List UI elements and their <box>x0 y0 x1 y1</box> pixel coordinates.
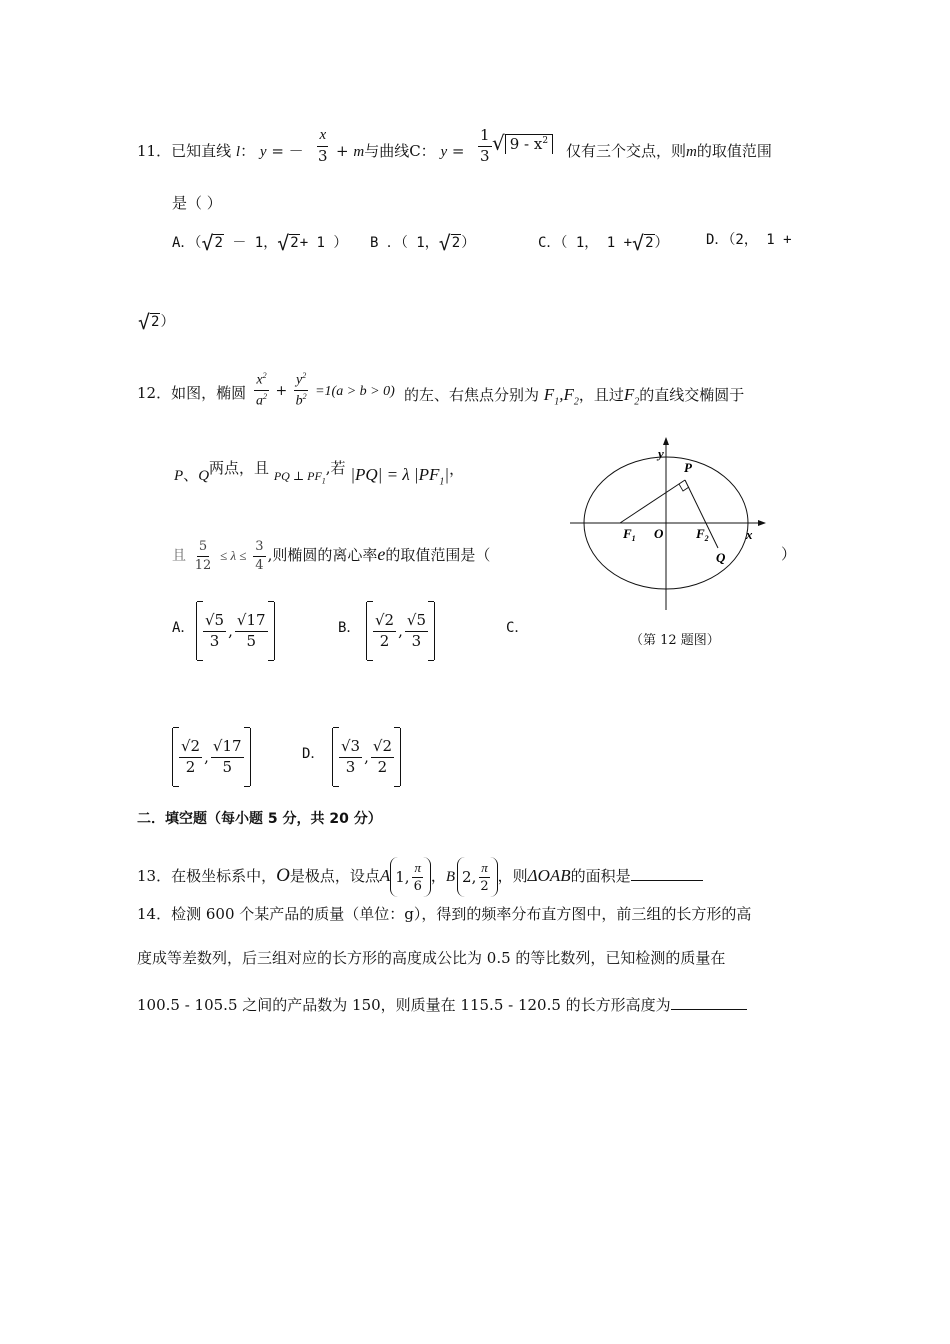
triangle-oab: ΔOAB <box>527 866 571 885</box>
radicand: 2 <box>151 314 160 330</box>
q11-text: 仅有三个交点，则 <box>566 142 687 160</box>
q12-line-1b <box>404 386 744 407</box>
frac-den: 3 <box>480 146 490 165</box>
option-label: D．（2， 1 + <box>706 232 792 248</box>
subscript: 1 <box>439 476 445 488</box>
var-y: y <box>440 144 448 160</box>
focus-letter: F <box>696 526 705 541</box>
q12-text: ,则椭圆的离心率 <box>267 546 378 565</box>
option-text: － 1， <box>232 235 278 251</box>
var-O: O <box>276 865 290 886</box>
sqrt-icon: √ <box>138 310 151 334</box>
q11-option-b[interactable] <box>370 233 475 253</box>
subscript: 2 <box>573 396 579 408</box>
q13-number: 13． <box>137 867 172 885</box>
frac-den: 5 <box>222 757 232 776</box>
subscript: 1 <box>554 396 560 408</box>
frac-num: √5 <box>405 613 428 632</box>
q11-text: 已知直线 <box>171 142 232 160</box>
var-m: m <box>353 144 365 160</box>
comma: , <box>398 621 403 640</box>
q11-line-2: 是（ ） <box>172 194 222 212</box>
frac-num: √3 <box>339 739 362 758</box>
radicand: 9 - x <box>509 135 543 153</box>
comma: , <box>204 747 209 766</box>
frac-num: √17 <box>235 613 268 632</box>
q11-frac-x3 <box>314 128 332 165</box>
radicand: 2 <box>645 235 654 251</box>
q12-option-a-label[interactable]: A． <box>172 620 195 636</box>
frac-num: √2 <box>371 739 394 758</box>
comma: , <box>559 385 564 404</box>
exponent: 2 <box>302 371 307 380</box>
segment-f1-p <box>620 480 685 523</box>
q12-text: 的左、右焦点分别为 <box>404 386 540 404</box>
frac-num: √5 <box>203 613 226 632</box>
option-label: C．（ 1， 1 + <box>538 235 633 251</box>
var-x: x <box>256 372 263 388</box>
var-l: l <box>235 144 241 160</box>
exponent: 2 <box>542 136 549 146</box>
q12-text: ,若 <box>325 459 346 477</box>
q12-option-c[interactable] <box>172 728 251 786</box>
q12-option-b[interactable] <box>366 602 435 660</box>
q11-option-d[interactable] <box>706 233 792 247</box>
frac-num: √2 <box>373 613 396 632</box>
frac-den: 2 <box>480 878 489 894</box>
q12-option-d-label[interactable]: D． <box>302 746 325 762</box>
answer-blank[interactable] <box>631 866 703 881</box>
equation-rest: =1(a > b > 0) <box>315 383 395 399</box>
subscript: 1 <box>321 476 326 486</box>
q13-text: 的面积是 <box>570 867 631 885</box>
var-y: y <box>259 144 267 160</box>
sqrt-icon: √ <box>492 131 505 155</box>
q12-line-2 <box>174 459 465 488</box>
focus-sub: 2 <box>704 534 709 543</box>
comma: ， <box>430 867 446 885</box>
colon: ： <box>240 142 256 160</box>
minus: － <box>288 142 304 160</box>
q13-text: 是极点，设点 <box>289 867 380 885</box>
q12-close-paren: ） <box>781 545 797 563</box>
frac-num: 3 <box>253 540 265 557</box>
var-P: P <box>174 468 184 484</box>
focus-f1-label <box>622 526 636 543</box>
var-F: F <box>563 385 574 404</box>
q12-option-d[interactable] <box>332 728 401 786</box>
equals: = <box>451 142 465 160</box>
exponent: 2 <box>302 392 307 402</box>
plus: + <box>336 142 349 160</box>
origin-label: O <box>654 526 664 541</box>
q12-option-a[interactable] <box>196 602 275 660</box>
q12-line-3 <box>172 540 490 572</box>
q11-option-c[interactable] <box>538 233 669 253</box>
coord-r: 2, <box>462 867 477 886</box>
option-label: B ．（ 1， <box>370 235 439 251</box>
x-axis-label: x <box>746 527 753 542</box>
q12-text: 且 <box>172 548 186 565</box>
var-B: B <box>445 869 456 885</box>
focus-letter: F <box>623 526 632 541</box>
q12-number: 12． <box>137 384 172 402</box>
inequality: ≤ λ ≤ <box>220 548 247 564</box>
frac-num: √17 <box>211 739 244 758</box>
var-y: y <box>296 372 303 388</box>
q11-option-a[interactable] <box>172 233 347 253</box>
frac-num: 5 <box>197 540 209 557</box>
exponent: 2 <box>263 392 267 402</box>
q11-number: 11． <box>137 142 172 160</box>
q11-text: 的取值范围 <box>696 142 772 160</box>
frac-den: 3 <box>411 631 422 650</box>
q11-text: 与曲线C： <box>364 142 436 160</box>
abs-expr: |PQ| = λ |PF <box>350 465 440 484</box>
q14-line-2: 度成等差数列，后三组对应的长方形的高度成公比为 0.5 的等比数列，已知检测的质量在 <box>137 949 726 967</box>
perp-expr: PQ ⊥ PF <box>273 469 322 483</box>
coord-r: 1, <box>395 867 410 886</box>
var-m: m <box>686 144 697 160</box>
option-text: ） <box>160 314 175 330</box>
radicand: 2 <box>451 235 461 251</box>
frac-den: 3 <box>209 631 220 650</box>
frac-den: 2 <box>377 757 388 776</box>
sqrt-icon: √ <box>201 231 214 255</box>
sqrt-icon: √ <box>277 231 290 255</box>
point-p-label: P <box>684 460 692 475</box>
var-A: A <box>379 866 391 885</box>
q11-radical <box>492 133 553 154</box>
q12-text: 两点，且 <box>209 459 270 477</box>
q11-option-d-cont <box>138 312 174 332</box>
focus-f2-label <box>695 526 709 543</box>
var-F: F <box>543 385 555 404</box>
frac-den: 3 <box>318 146 328 165</box>
q12-line-1 <box>137 386 246 401</box>
figure-caption: （第 12 题图） <box>630 633 720 648</box>
point-a-coords <box>390 857 431 897</box>
q11-line-1b <box>336 144 465 160</box>
frac-num: x <box>317 128 328 147</box>
exponent: 2 <box>262 371 267 380</box>
ellipse-equation <box>252 372 395 410</box>
q14-line-3 <box>137 995 747 1013</box>
q12-text: 的取值范围是（ <box>385 546 491 565</box>
var-Q: Q <box>198 468 210 484</box>
var-e: e <box>377 544 386 565</box>
punct: ， <box>449 460 465 478</box>
q12-option-c-label[interactable]: C． <box>506 620 529 636</box>
equals: = <box>271 142 284 160</box>
plus: + <box>275 382 288 399</box>
radicand: 2 <box>214 235 223 251</box>
sqrt-icon: √ <box>632 231 645 255</box>
frac-den: 2 <box>185 757 196 776</box>
q11-frac-13 <box>476 128 494 165</box>
q14-text: 100.5 - 105.5 之间的产品数为 150，则质量在 115.5 - 120.5 的长方形高度为 <box>137 996 671 1014</box>
option-text: + 1 ） <box>299 235 348 251</box>
option-label: A．（ <box>172 235 202 251</box>
radicand: 2 <box>290 235 299 251</box>
q14-line-1: 14．检测 600 个某产品的质量（单位：g），得到的频率分布直方图中，前三组的长方形的高 <box>137 905 752 923</box>
sqrt-icon: √ <box>438 231 451 255</box>
question-13 <box>137 857 703 897</box>
q13-text: ，则 <box>497 867 528 885</box>
frac-den: 3 <box>345 757 356 776</box>
var-b: b <box>295 394 303 409</box>
comma: , <box>364 747 369 766</box>
frac-den: 6 <box>413 878 422 894</box>
frac-num: π <box>479 861 490 878</box>
frac-den: 4 <box>255 557 264 573</box>
q12-text: 如图，椭圆 <box>171 384 247 402</box>
q13-text: 在极坐标系中， <box>171 867 277 885</box>
q12-text: 的直线交椭圆于 <box>639 386 745 404</box>
var-F: F <box>623 385 635 404</box>
frac-den: 12 <box>194 557 212 573</box>
frac-num: 1 <box>478 128 492 147</box>
answer-blank[interactable] <box>671 995 747 1010</box>
point-b-coords <box>457 857 498 897</box>
q12-option-b-label[interactable]: B． <box>338 620 361 636</box>
frac-num: π <box>412 861 423 878</box>
point-q-label: Q <box>716 550 726 565</box>
frac-den: 2 <box>379 631 390 650</box>
option-text: ） <box>654 235 669 251</box>
section-title: 二．填空题（每小题 5 分，共 20 分） <box>137 811 382 827</box>
var-a: a <box>256 394 263 409</box>
subscript: 2 <box>634 396 640 408</box>
frac-num: √2 <box>179 739 202 758</box>
q12-ellipse-figure <box>560 430 780 620</box>
option-text: ） <box>461 235 476 251</box>
comma: , <box>228 621 233 640</box>
y-axis-label: y <box>658 446 664 461</box>
punct: 、 <box>183 466 199 484</box>
frac-den: 5 <box>246 631 256 650</box>
abs-end: | <box>444 465 450 484</box>
q11-line-1c <box>566 144 772 160</box>
q11-line-1 <box>137 144 304 160</box>
q12-text: ，且过 <box>578 386 624 404</box>
focus-sub: 1 <box>631 534 636 543</box>
